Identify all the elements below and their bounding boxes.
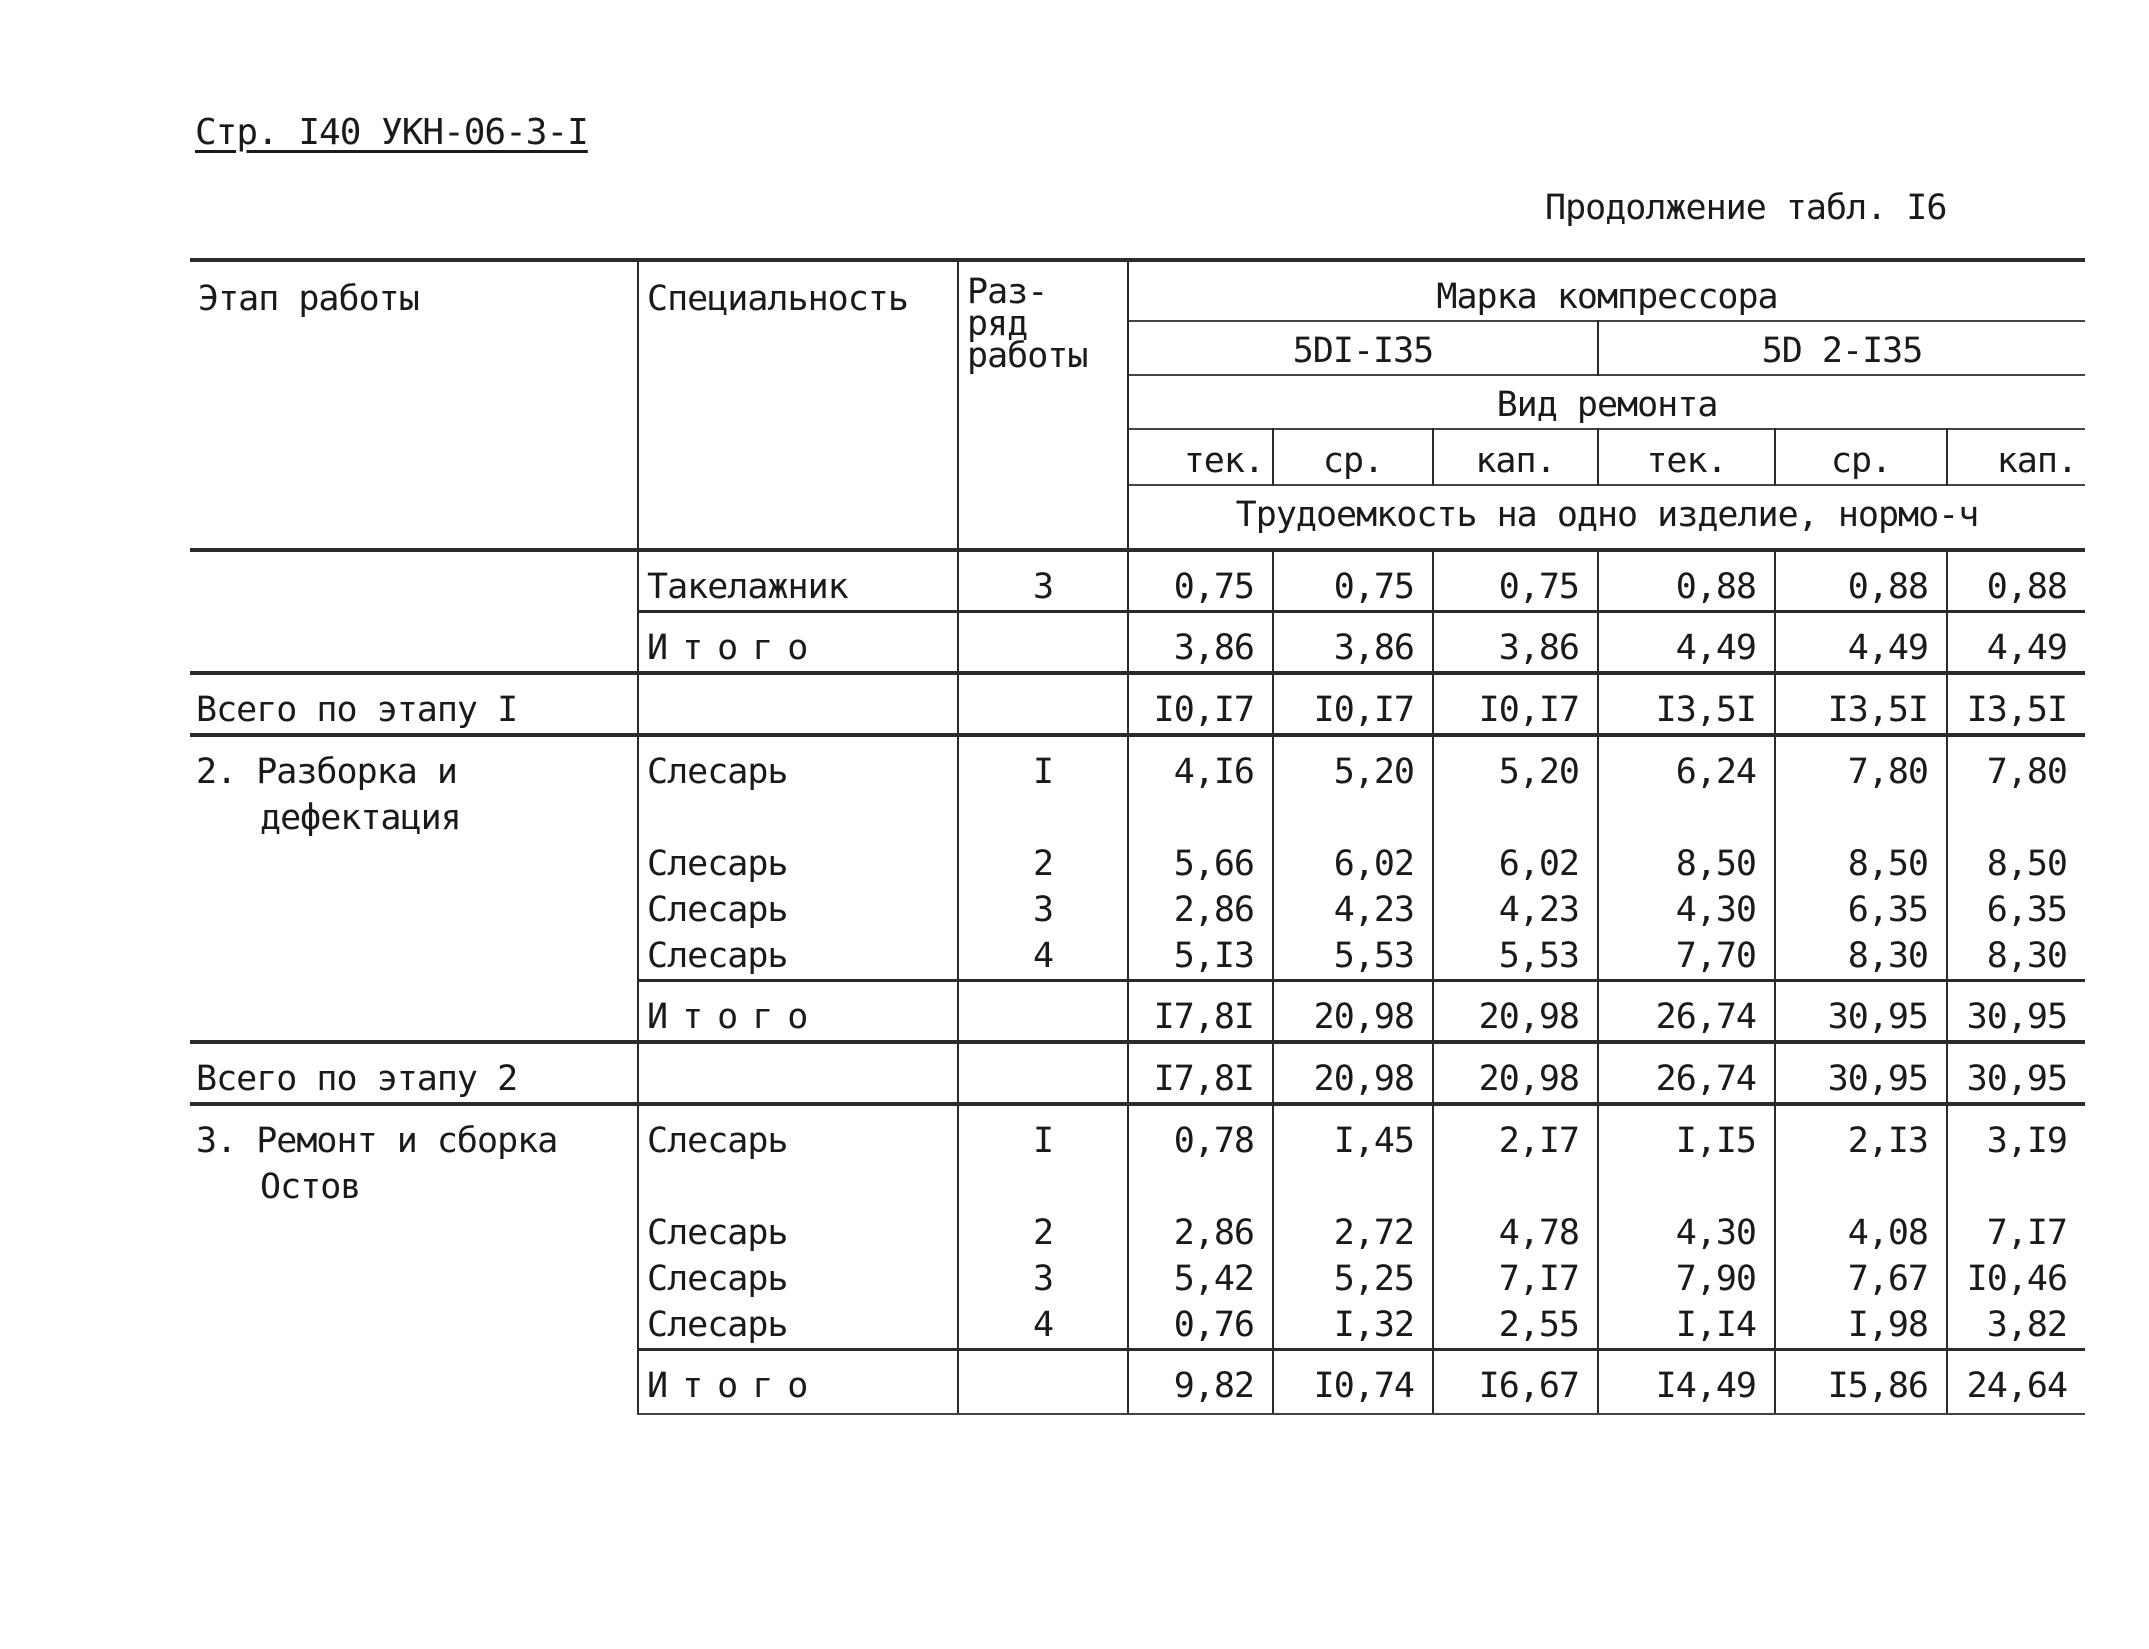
stage-subtitle: дефектация: [260, 798, 461, 838]
value-cell: 4,78: [1433, 1210, 1598, 1256]
value-cell: 6,02: [1273, 841, 1433, 887]
specialty-cell: Такелажник: [638, 550, 958, 612]
value-cell: 3,I9: [1947, 1104, 2085, 1210]
header-specialty: Специальность: [638, 260, 958, 550]
table-row: [190, 1210, 2085, 1256]
value-cell: 30,95: [1775, 981, 1947, 1043]
value-cell: I6,67: [1433, 1350, 1598, 1415]
value-cell: I5,86: [1775, 1350, 1947, 1415]
page-reference: Стр. I40 УКН-06-3-I: [195, 112, 588, 153]
stage-cell: [190, 887, 638, 933]
table-row: [190, 1042, 2085, 1104]
header-grade-line: ряд: [967, 304, 1028, 344]
header-grade: [958, 260, 1128, 550]
grade-cell: 4: [958, 1302, 1128, 1350]
value-cell: 6,02: [1433, 841, 1598, 887]
value-cell: I0,46: [1947, 1256, 2085, 1302]
value-cell: 4,23: [1433, 887, 1598, 933]
header-repair-type: Вид ремонта: [1128, 375, 2085, 429]
value-cell: 8,50: [1947, 841, 2085, 887]
value-cell: 20,98: [1433, 981, 1598, 1043]
specialty-cell: Слесарь: [638, 887, 958, 933]
stage-cell: [190, 673, 638, 735]
value-cell: 2,I3: [1775, 1104, 1947, 1210]
value-cell: 30,95: [1775, 1042, 1947, 1104]
header-labor-units: Трудоемкость на одно изделие, нормо-ч: [1128, 485, 2085, 550]
table-row: [190, 1302, 2085, 1350]
specialty-cell: Слесарь: [638, 1210, 958, 1256]
table-row: [190, 673, 2085, 735]
value-cell: 0,75: [1433, 550, 1598, 612]
grade-cell: I: [958, 1104, 1128, 1210]
value-cell: 8,50: [1598, 841, 1775, 887]
value-cell: 4,I6: [1128, 735, 1273, 841]
table-row: [190, 550, 2085, 612]
specialty-cell: [638, 1042, 958, 1104]
value-cell: I4,49: [1598, 1350, 1775, 1415]
value-cell: 5,53: [1433, 933, 1598, 981]
value-cell: 2,72: [1273, 1210, 1433, 1256]
value-cell: 5,20: [1433, 735, 1598, 841]
value-cell: I,45: [1273, 1104, 1433, 1210]
value-cell: 20,98: [1273, 1042, 1433, 1104]
value-cell: 2,I7: [1433, 1104, 1598, 1210]
stage-title: 3. Ремонт и сборка: [196, 1121, 558, 1161]
value-cell: I0,I7: [1128, 673, 1273, 735]
value-cell: 3,86: [1273, 612, 1433, 674]
value-cell: 5,20: [1273, 735, 1433, 841]
value-cell: 4,49: [1947, 612, 2085, 674]
value-cell: 8,30: [1775, 933, 1947, 981]
value-cell: 3,86: [1433, 612, 1598, 674]
value-cell: 30,95: [1947, 1042, 2085, 1104]
value-cell: 6,35: [1947, 887, 2085, 933]
value-cell: I,I4: [1598, 1302, 1775, 1350]
value-cell: 0,76: [1128, 1302, 1273, 1350]
stage-cell: [190, 550, 638, 612]
value-cell: 4,49: [1775, 612, 1947, 674]
value-cell: 30,95: [1947, 981, 2085, 1043]
stage-title: Всего по этапу 2: [196, 1059, 518, 1099]
stage-cell: [190, 1210, 638, 1256]
value-cell: I0,I7: [1273, 673, 1433, 735]
specialty-cell: Слесарь: [638, 1256, 958, 1302]
stage-cell: [190, 1256, 638, 1302]
value-cell: 4,49: [1598, 612, 1775, 674]
table-body: [190, 550, 2085, 1414]
header-compressor-brand: Марка компрессора: [1128, 260, 2085, 321]
stage-cell: [190, 735, 638, 841]
stage-subtitle: Остов: [260, 1167, 361, 1207]
grade-cell: [958, 981, 1128, 1043]
grade-cell: 3: [958, 550, 1128, 612]
value-cell: I7,8I: [1128, 981, 1273, 1043]
value-cell: 3,82: [1947, 1302, 2085, 1350]
value-cell: I,32: [1273, 1302, 1433, 1350]
value-cell: 0,88: [1775, 550, 1947, 612]
header-repair-kind: тек.: [1598, 429, 1775, 485]
value-cell: 7,80: [1947, 735, 2085, 841]
grade-cell: [958, 1350, 1128, 1415]
specialty-cell: Слесарь: [638, 1104, 958, 1210]
value-cell: I3,5I: [1598, 673, 1775, 735]
value-cell: 4,08: [1775, 1210, 1947, 1256]
header-repair-kind: ср.: [1273, 429, 1433, 485]
stage-cell: [190, 1104, 638, 1210]
total-label: Итого: [638, 981, 958, 1043]
value-cell: 3,86: [1128, 612, 1273, 674]
value-cell: 20,98: [1433, 1042, 1598, 1104]
grade-cell: 4: [958, 933, 1128, 981]
value-cell: 2,86: [1128, 1210, 1273, 1256]
stage-cell: [190, 612, 638, 674]
table-row: [190, 1256, 2085, 1302]
table-row: [190, 1104, 2085, 1210]
value-cell: 24,64: [1947, 1350, 2085, 1415]
table-continuation-label: Продолжение табл. I6: [1545, 188, 1947, 228]
value-cell: 4,23: [1273, 887, 1433, 933]
value-cell: 6,24: [1598, 735, 1775, 841]
header-grade-line: Раз-: [967, 272, 1048, 312]
value-cell: I3,5I: [1775, 673, 1947, 735]
value-cell: 7,I7: [1433, 1256, 1598, 1302]
grade-cell: 2: [958, 1210, 1128, 1256]
specialty-cell: [638, 673, 958, 735]
grade-cell: 3: [958, 1256, 1128, 1302]
grade-cell: [958, 673, 1128, 735]
stage-cell: [190, 1042, 638, 1104]
value-cell: 8,30: [1947, 933, 2085, 981]
value-cell: 0,75: [1273, 550, 1433, 612]
value-cell: I7,8I: [1128, 1042, 1273, 1104]
grade-cell: I: [958, 735, 1128, 841]
value-cell: I,I5: [1598, 1104, 1775, 1210]
value-cell: 4,30: [1598, 887, 1775, 933]
header-repair-kind: кап.: [1433, 429, 1598, 485]
value-cell: 5,66: [1128, 841, 1273, 887]
table-header: [190, 260, 2085, 550]
value-cell: 4,30: [1598, 1210, 1775, 1256]
header-repair-kind: кап.: [1947, 429, 2085, 485]
stage-cell: [190, 933, 638, 981]
stage-cell: [190, 1302, 638, 1350]
table-row: [190, 612, 2085, 674]
value-cell: 5,42: [1128, 1256, 1273, 1302]
value-cell: 5,I3: [1128, 933, 1273, 981]
specialty-cell: Слесарь: [638, 1302, 958, 1350]
value-cell: 7,90: [1598, 1256, 1775, 1302]
specialty-cell: Слесарь: [638, 841, 958, 887]
table-row: [190, 1350, 2085, 1415]
stage-title: 2. Разборка и: [196, 752, 457, 792]
value-cell: 2,55: [1433, 1302, 1598, 1350]
specialty-cell: Слесарь: [638, 735, 958, 841]
value-cell: I0,I7: [1433, 673, 1598, 735]
table-row: [190, 981, 2085, 1043]
stage-title: Всего по этапу I: [196, 690, 518, 730]
grade-cell: 2: [958, 841, 1128, 887]
specialty-cell: Слесарь: [638, 933, 958, 981]
value-cell: 8,50: [1775, 841, 1947, 887]
grade-cell: [958, 1042, 1128, 1104]
value-cell: 7,80: [1775, 735, 1947, 841]
value-cell: 26,74: [1598, 981, 1775, 1043]
value-cell: 7,I7: [1947, 1210, 2085, 1256]
header-grade-line: работы: [967, 336, 1088, 376]
total-label: Итого: [638, 612, 958, 674]
stage-cell: [190, 841, 638, 887]
header-repair-kind: ср.: [1775, 429, 1947, 485]
table-row: [190, 735, 2085, 841]
value-cell: 26,74: [1598, 1042, 1775, 1104]
value-cell: 7,70: [1598, 933, 1775, 981]
table-row: [190, 887, 2085, 933]
value-cell: 7,67: [1775, 1256, 1947, 1302]
table-row: [190, 933, 2085, 981]
header-stage: Этап работы: [198, 279, 419, 319]
value-cell: I0,74: [1273, 1350, 1433, 1415]
grade-cell: 3: [958, 887, 1128, 933]
value-cell: 20,98: [1273, 981, 1433, 1043]
labor-table: [190, 258, 2085, 1415]
value-cell: 5,53: [1273, 933, 1433, 981]
stage-cell: [190, 981, 638, 1043]
value-cell: 0,88: [1947, 550, 2085, 612]
table-row: [190, 841, 2085, 887]
header-model-2: 5D 2-I35: [1598, 321, 2085, 375]
stage-cell: [190, 1350, 638, 1415]
grade-cell: [958, 612, 1128, 674]
header-model-1: 5DI-I35: [1128, 321, 1598, 375]
value-cell: 0,75: [1128, 550, 1273, 612]
total-label: Итого: [638, 1350, 958, 1415]
value-cell: 9,82: [1128, 1350, 1273, 1415]
value-cell: 2,86: [1128, 887, 1273, 933]
value-cell: I,98: [1775, 1302, 1947, 1350]
header-repair-kind: тек.: [1128, 429, 1273, 485]
value-cell: 0,78: [1128, 1104, 1273, 1210]
value-cell: 0,88: [1598, 550, 1775, 612]
value-cell: 6,35: [1775, 887, 1947, 933]
value-cell: 5,25: [1273, 1256, 1433, 1302]
value-cell: I3,5I: [1947, 673, 2085, 735]
